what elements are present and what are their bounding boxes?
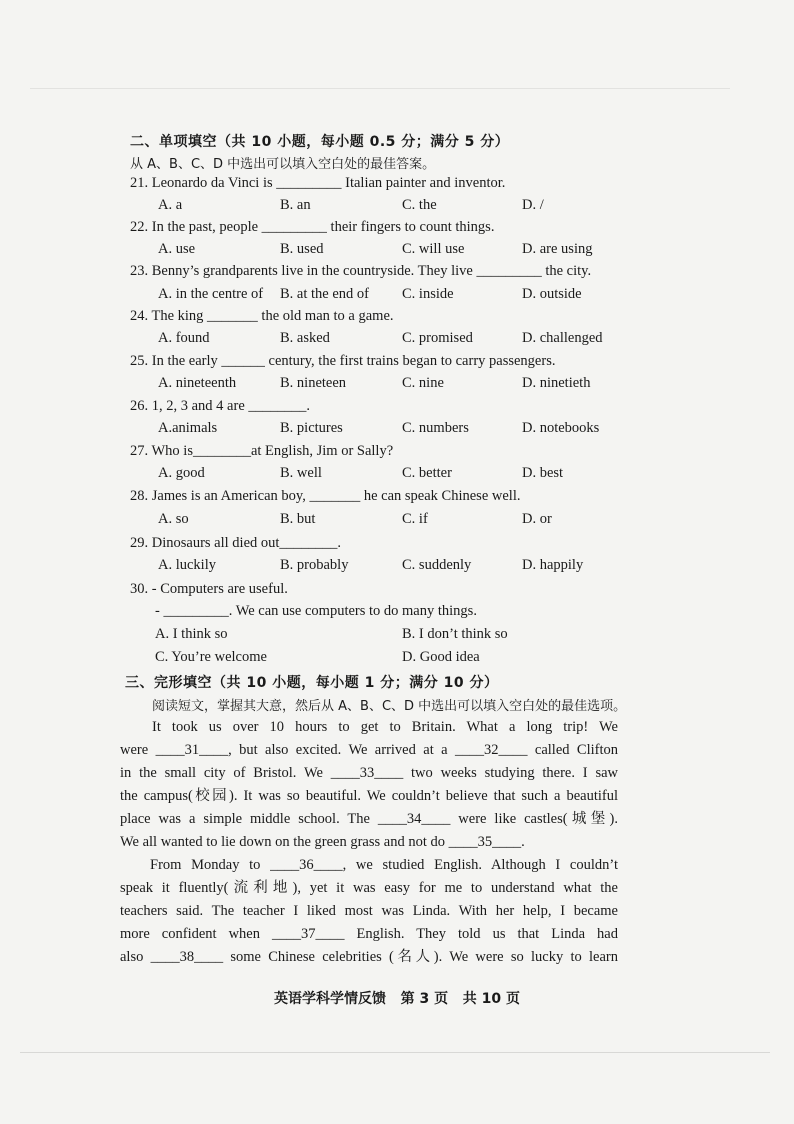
q30-option-a: A. I think so: [155, 626, 228, 642]
q25-option-a: A. nineteenth: [158, 375, 237, 391]
q28-option-b: B. but: [280, 511, 316, 527]
q26-option-b: B. pictures: [280, 420, 343, 436]
q22-option-d: D. are using: [522, 241, 593, 257]
question-30-stem: 30. - Computers are useful.: [130, 581, 288, 597]
passage-line: From Monday to ____36____, we studied English. Although I couldn’t: [150, 857, 618, 873]
q24-option-a: A. found: [158, 330, 210, 346]
q29-option-b: B. probably: [280, 557, 349, 573]
passage-line: We all wanted to lie down on the green grass and not do ____35____.: [120, 834, 525, 850]
section2-title: 二、单项填空（共 10 小题，每小题 0.5 分；满分 5 分）: [130, 134, 510, 150]
question-30-reply: - _________. We can use computers to do many things.: [155, 603, 477, 619]
passage-line: It took us over 10 hours to get to Britain. What a long trip! We: [152, 719, 618, 735]
q23-option-b: B. at the end of: [280, 286, 369, 302]
passage-line: speak it fluently(流利地), yet it was easy for me to understand what the: [120, 880, 618, 896]
q21-option-d: D. /: [522, 197, 544, 213]
q27-option-b: B. well: [280, 465, 322, 481]
q29-option-a: A. luckily: [158, 557, 216, 573]
q27-option-a: A. good: [158, 465, 205, 481]
q24-option-d: D. challenged: [522, 330, 603, 346]
scan-artifact-top: [30, 88, 730, 89]
q22-option-b: B. used: [280, 241, 324, 257]
scan-artifact-bottom: [20, 1052, 770, 1053]
question-21-stem: 21. Leonardo da Vinci is _________ Italian painter and inventor.: [130, 175, 506, 191]
passage-line: the campus(校园). It was so beautiful. We couldn’t believe that such a beautiful: [120, 788, 618, 804]
passage-line: more confident when ____37____ English. They told us that Linda had: [120, 926, 618, 942]
section2-instruction: 从 A、B、C、D 中选出可以填入空白处的最佳答案。: [130, 157, 436, 172]
q30-option-b: B. I don’t think so: [402, 626, 508, 642]
q26-option-a: A.animals: [158, 420, 218, 436]
q30-option-c: C. You’re welcome: [155, 649, 267, 665]
passage-line: teachers said. The teacher I liked most was Linda. With her help, I became: [120, 903, 618, 919]
passage-paragraph-1: [120, 716, 618, 854]
section3-instruction: 阅读短文，掌握其大意，然后从 A、B、C、D 中选出可以填入空白处的最佳选项。: [152, 699, 627, 714]
question-26-stem: 26. 1, 2, 3 and 4 are ________.: [130, 398, 311, 414]
q25-option-b: B. nineteen: [280, 375, 347, 391]
q21-option-b: B. an: [280, 197, 311, 213]
q25-option-d: D. ninetieth: [522, 375, 591, 391]
q23-option-c: C. inside: [402, 286, 454, 302]
q29-option-d: D. happily: [522, 557, 584, 573]
passage-line: in the small city of Bristol. We ____33____ two weeks studying there. I saw: [120, 765, 618, 781]
q27-option-c: C. better: [402, 465, 452, 481]
section3-title: 三、完形填空（共 10 小题，每小题 1 分；满分 10 分）: [125, 675, 499, 691]
passage-paragraph-2: [120, 854, 618, 969]
q21-option-c: C. the: [402, 197, 437, 213]
q29-option-c: C. suddenly: [402, 557, 472, 573]
q28-option-a: A. so: [158, 511, 189, 527]
q24-option-c: C. promised: [402, 330, 473, 346]
q27-option-d: D. best: [522, 465, 564, 481]
question-25-stem: 25. In the early ______ century, the first trains began to carry passengers.: [130, 353, 556, 369]
question-24-stem: 24. The king _______ the old man to a game.: [130, 308, 394, 324]
q24-option-b: B. asked: [280, 330, 330, 346]
q22-option-c: C. will use: [402, 241, 465, 257]
q25-option-c: C. nine: [402, 375, 444, 391]
question-22-stem: 22. In the past, people _________ their fingers to count things.: [130, 219, 495, 235]
q23-option-d: D. outside: [522, 286, 582, 302]
q28-option-c: C. if: [402, 511, 428, 527]
q22-option-a: A. use: [158, 241, 196, 257]
q28-option-d: D. or: [522, 511, 552, 527]
passage-line: also ____38____ some Chinese celebrities (名人). We were so lucky to learn: [120, 949, 618, 965]
q21-option-a: A. a: [158, 197, 183, 213]
question-28-stem: 28. James is an American boy, _______ he can speak Chinese well.: [130, 488, 521, 504]
passage-line: place was a simple middle school. The ____34____ were like castles(城堡).: [120, 811, 618, 827]
q26-option-c: C. numbers: [402, 420, 469, 436]
page-footer: 英语学科学情反馈 第 3 页 共 10 页: [274, 991, 520, 1007]
q26-option-d: D. notebooks: [522, 420, 600, 436]
question-23-stem: 23. Benny’s grandparents live in the countryside. They live _________ the city.: [130, 263, 592, 279]
q23-option-a: A. in the centre of: [158, 286, 264, 302]
question-29-stem: 29. Dinosaurs all died out________.: [130, 535, 342, 551]
q30-option-d: D. Good idea: [402, 649, 480, 665]
question-27-stem: 27. Who is________at English, Jim or Sally?: [130, 443, 394, 459]
passage-line: were ____31____, but also excited. We arrived at a ____32____ called Clifton: [120, 742, 618, 758]
